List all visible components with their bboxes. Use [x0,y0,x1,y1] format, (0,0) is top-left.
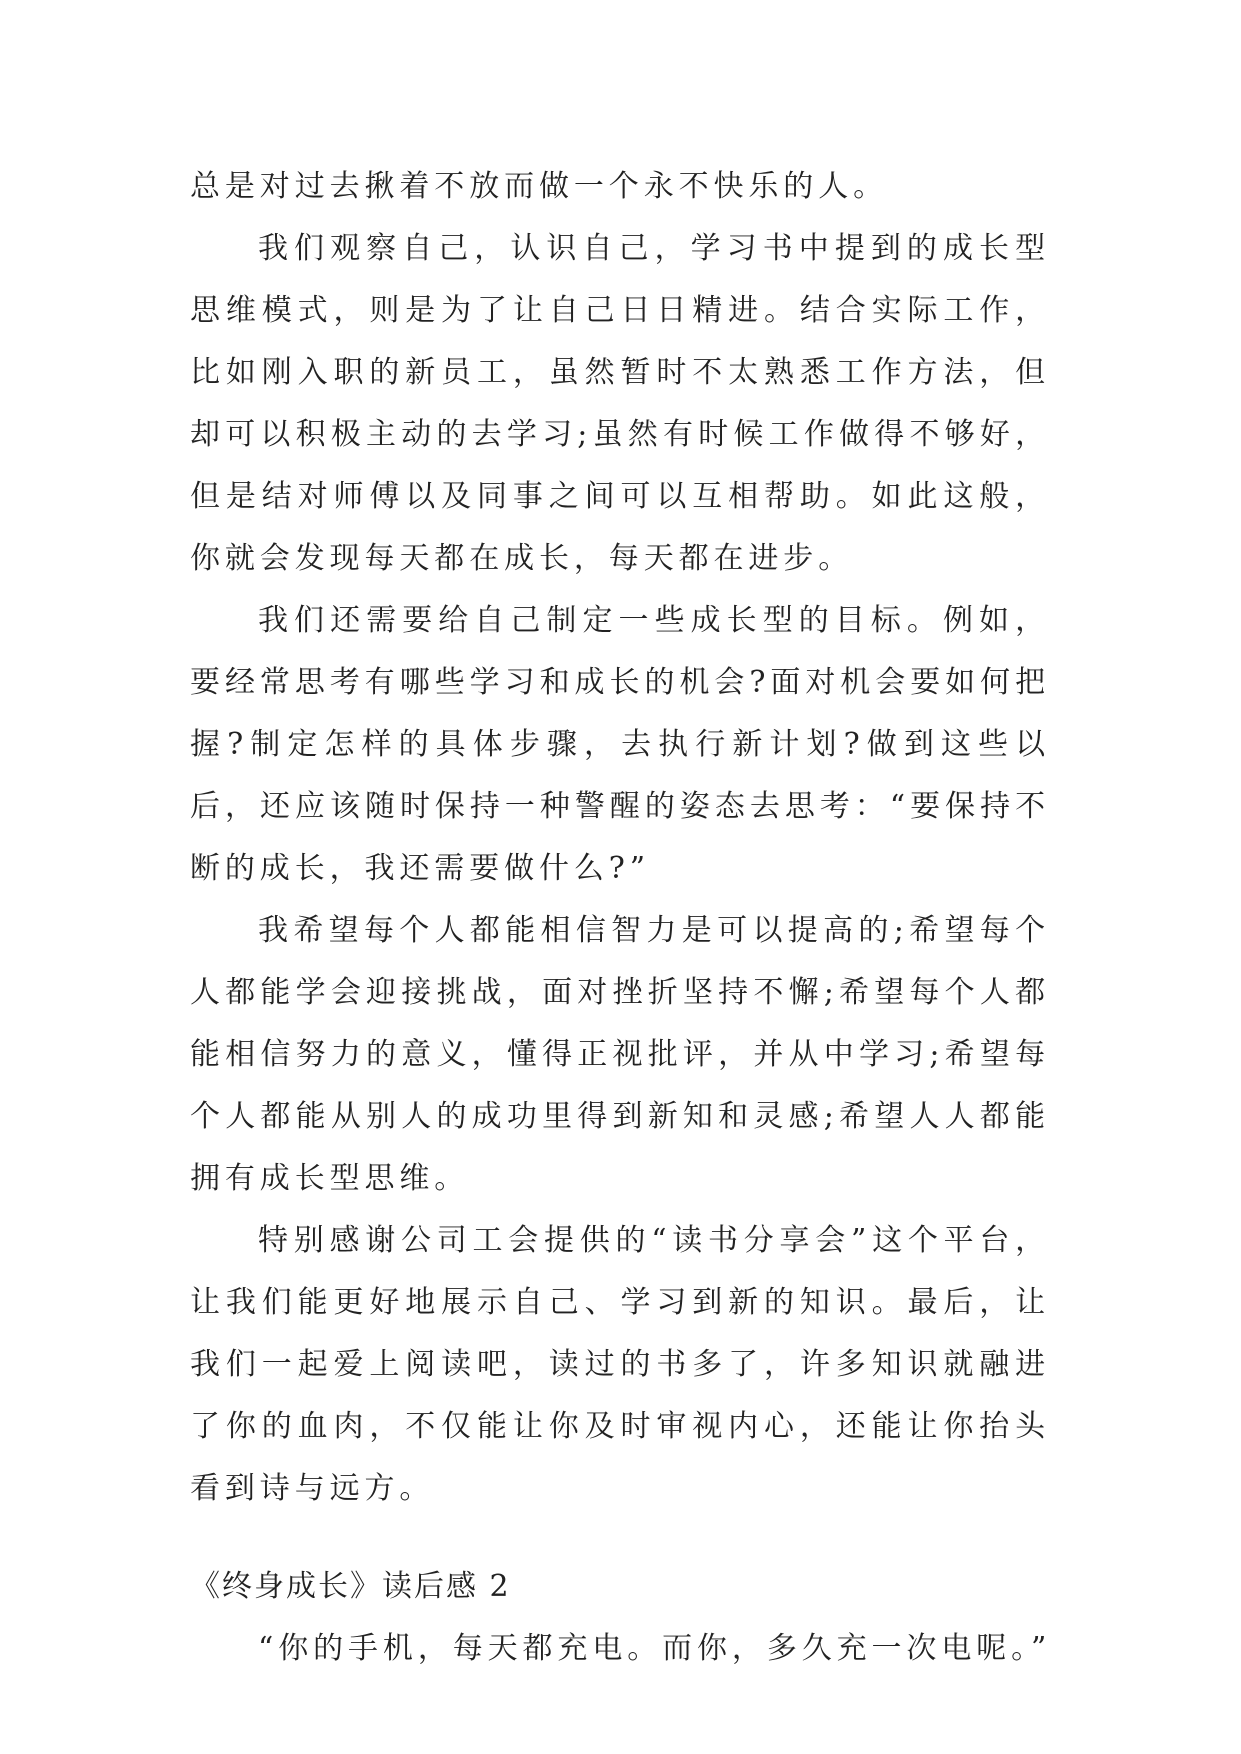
paragraph-hopes: 我希望每个人都能相信智力是可以提高的;希望每个人都能学会迎接挑战，面对挫折坚持不懈;希望每个人都能相信努力的意义，懂得正视批评，并从中学习;希望每个人都能从别人的成功里得到新知和灵感;希望人人都能拥有成长型思维。 [190,913,1050,1196]
section-title: 《终身成长》读后感 2 [190,1569,511,1604]
section-opening-quote: “你的手机，每天都充电。而你，多久充一次电呢。” [258,1631,1052,1666]
paragraph-growth-goals: 我们还需要给自己制定一些成长型的目标。例如，要经常思考有哪些学习和成长的机会?面对机会要如何把握?制定怎样的具体步骤，去执行新计划?做到这些以后，还应该随时保持一种警醒的姿态去思考：“要保持不断的成长，我还需要做什么?” [190,603,1050,886]
paragraph-growth-mindset: 我们观察自己，认识自己，学习书中提到的成长型思维模式，则是为了让自己日日精进。结合实际工作，比如刚入职的新员工，虽然暂时不太熟悉工作方法，但却可以积极主动的去学习;虽然有时候工作做得不够好，但是结对师傅以及同事之间可以互相帮助。如此这般，你就会发现每天都在成长，每天都在进步。 [190,231,1050,576]
paragraph-continuation: 总是对过去揪着不放而做一个永不快乐的人。 [190,169,888,204]
document-body [190,156,1050,1680]
paragraph-thanks: 特别感谢公司工会提供的“读书分享会”这个平台，让我们能更好地展示自己、学习到新的知识。最后，让我们一起爱上阅读吧，读过的书多了，许多知识就融进了你的血肉，不仅能让你及时审视内心，还能让你抬头看到诗与远方。 [190,1223,1050,1506]
